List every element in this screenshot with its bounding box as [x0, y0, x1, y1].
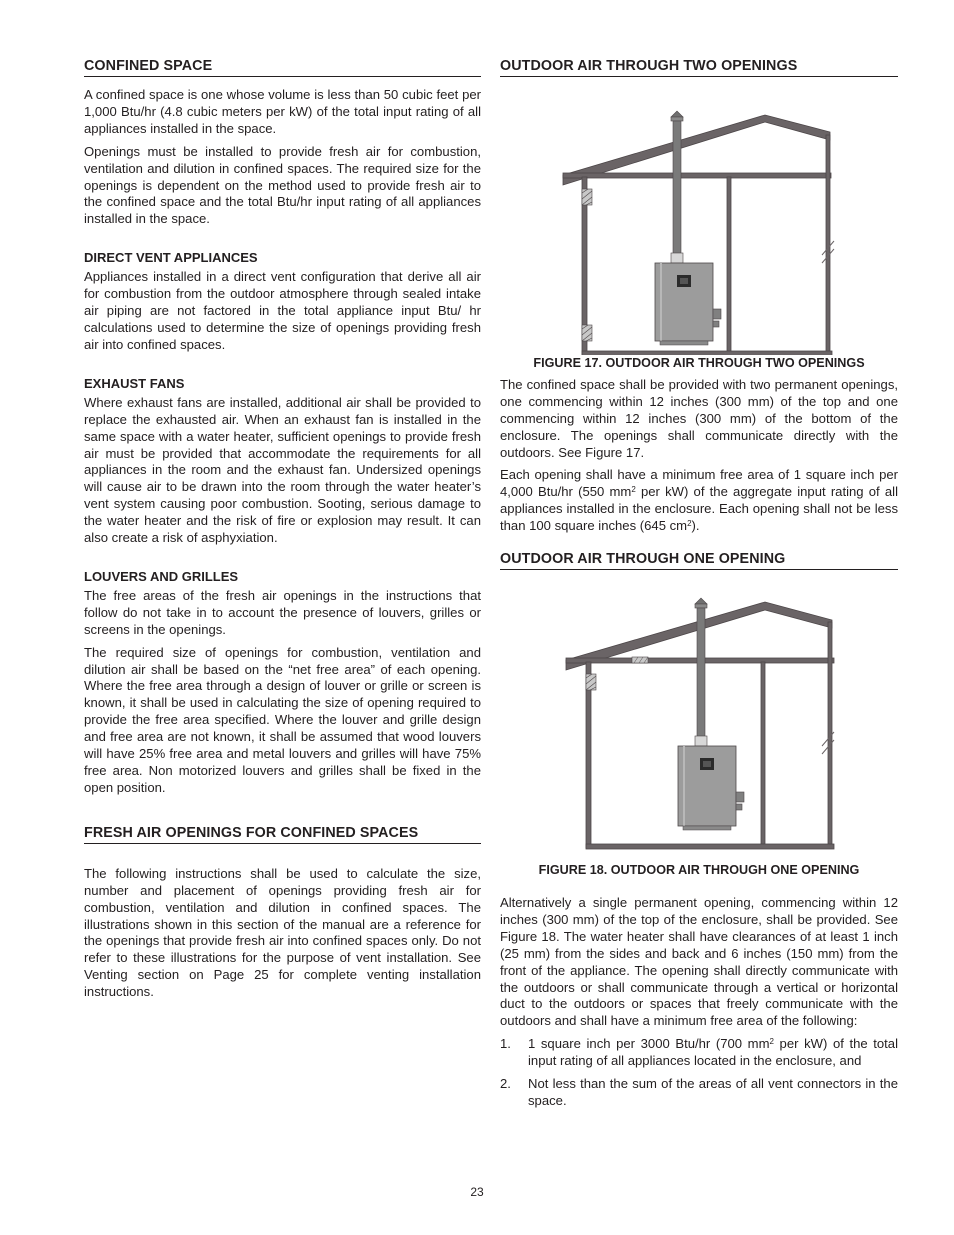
page-number: 23 [470, 1185, 484, 1199]
confined-space-paragraph-1: A confined space is one whose volume is less than 50 cubic feet per 1,000 Btu/hr (4.8 cubic meters per kW) of the total input rating of all appliances installed in the space. [84, 87, 481, 136]
one-opening-paragraph: Alternatively a single permanent opening, commencing within 12 inches (300 mm) of the top of the enclosure, shall be provided. See Figure 18. The water heater shall have clearances of at least 1 inch (25 mm) from the sides and back and 6 inches (150 mm) from the front of the appliance. The opening shall directly communicate with the outdoors or shall communicate through a vertical or horizontal duct to the outdoors or spaces that freely communicate with the outdoors and shall have a minimum free area of the following: [500, 894, 898, 1029]
fresh-air-openings-heading: FRESH AIR OPENINGS FOR CONFINED SPACES [84, 825, 481, 844]
confined-space-heading: CONFINED SPACE [84, 58, 481, 77]
confined-space-paragraph-2: Openings must be installed to provide fresh air for combustion, ventilation and dilution in confined spaces. The required size for the openings is dependent on the method used to provide fresh air to the confined space and the total Btu/hr input rating of all appliances installed in the space. [84, 143, 481, 227]
lower-opening-icon [582, 325, 592, 341]
direct-vent-heading: DIRECT VENT APPLIANCES [84, 250, 258, 266]
one-opening-heading: OUTDOOR AIR THROUGH ONE OPENING [500, 551, 898, 570]
list-item: 2. Not less than the sum of the areas of all vent connectors in the space. [500, 1076, 898, 1108]
right-column [500, 58, 898, 1116]
direct-vent-paragraph: Appliances installed in a direct vent configuration that derive all air for combustion from the outdoor atmosphere through sealed intake air piping are not factored in the total appliance input Btu/ hr calculations used to determine the size of openings providing fresh air into confined spaces. [84, 269, 481, 352]
vent-pipe-icon [671, 111, 683, 263]
vent-pipe-icon [695, 598, 707, 746]
figure-17-illustration [500, 77, 898, 355]
water-heater-icon [678, 746, 744, 830]
left-column [84, 58, 481, 1007]
louvers-grilles-heading: LOUVERS AND GRILLES [84, 568, 239, 584]
list-item: 1. 1 square inch per 3000 Btu/hr (700 $mm^2$ per kW) of the total input rating of all appliances located in the enclosure, and [500, 1036, 898, 1069]
louvers-paragraph-1: The free areas of the fresh air openings in the instructions that follow do not take in to account the presence of louvers, grilles or screens in the openings. [84, 587, 481, 637]
water-heater-icon [655, 263, 721, 345]
ceiling-duct-opening-icon [632, 657, 648, 663]
fresh-air-openings-paragraph: The following instructions shall be used to calculate the size, number and placement of openings providing fresh air for combustion, ventilation and dilution in confined spaces. The illustrations shown in this section of the manual are a reference for the openings that provide fresh air into confined spaces only. Do not refer to these illustrations for the purpose of vent installation. See Venting section on Page 25 for complete venting installation instructions. [84, 865, 481, 1000]
figure-18-caption: FIGURE 18. OUTDOOR AIR THROUGH ONE OPENING [538, 863, 860, 878]
free-area-list [500, 1036, 898, 1110]
two-openings-paragraph-2: Each opening shall have a minimum free area of 1 square inch per 4,000 Btu/hr (550 $mm^2$ per kW) of the aggregate input rating of all appliances installed in the enclosure. Each opening shall not be less than 100 square inches (645 $cm^2$). [500, 467, 898, 534]
two-openings-heading: OUTDOOR AIR THROUGH TWO OPENINGS [500, 58, 898, 77]
upper-opening-icon [582, 189, 592, 205]
louvers-paragraph-2: The required size of openings for combustion, ventilation and dilution air shall be based on the “net free area” of each opening. Where the free area through a design of louver or grille or screen is known, it shall be used in calculating the size of opening required to provide the free area specified. Where the louver and grille design and free area are not known, it shall be assumed that wood louvers will have 25% free area and metal louvers and grilles will have 75% free area. Non motorized louvers and grilles shall be fixed in the open position. [84, 644, 481, 795]
exhaust-fans-heading: EXHAUST FANS [84, 375, 185, 391]
wall-opening-icon [586, 674, 596, 690]
two-openings-paragraph-1: The confined space shall be provided with two permanent openings, one commencing within 12 inches (300 mm) of the top and one commencing within 12 inches (300 mm) of the bottom of the enclosure. The openings shall communicate directly with the outdoors. See Figure 17. [500, 376, 898, 460]
figure-17-caption: FIGURE 17. OUTDOOR AIR THROUGH TWO OPENINGS [533, 356, 865, 370]
figure-18-illustration [500, 570, 898, 858]
exhaust-fans-paragraph: Where exhaust fans are installed, additional air shall be provided to replace the exhausted air. When an exhaust fan is installed in the same space with a water heater, sufficient openings to provide fresh air must be provided that accommodate the requirements for all appliances in the room and the exhaust fan. Undersized openings will cause air to be drawn into the room through the water heater’s vent system causing poor combustion. Sooting, serious damage to the water heater and the risk of fire or explosion may result. It can also create a risk of asphyxiation. [84, 394, 481, 546]
